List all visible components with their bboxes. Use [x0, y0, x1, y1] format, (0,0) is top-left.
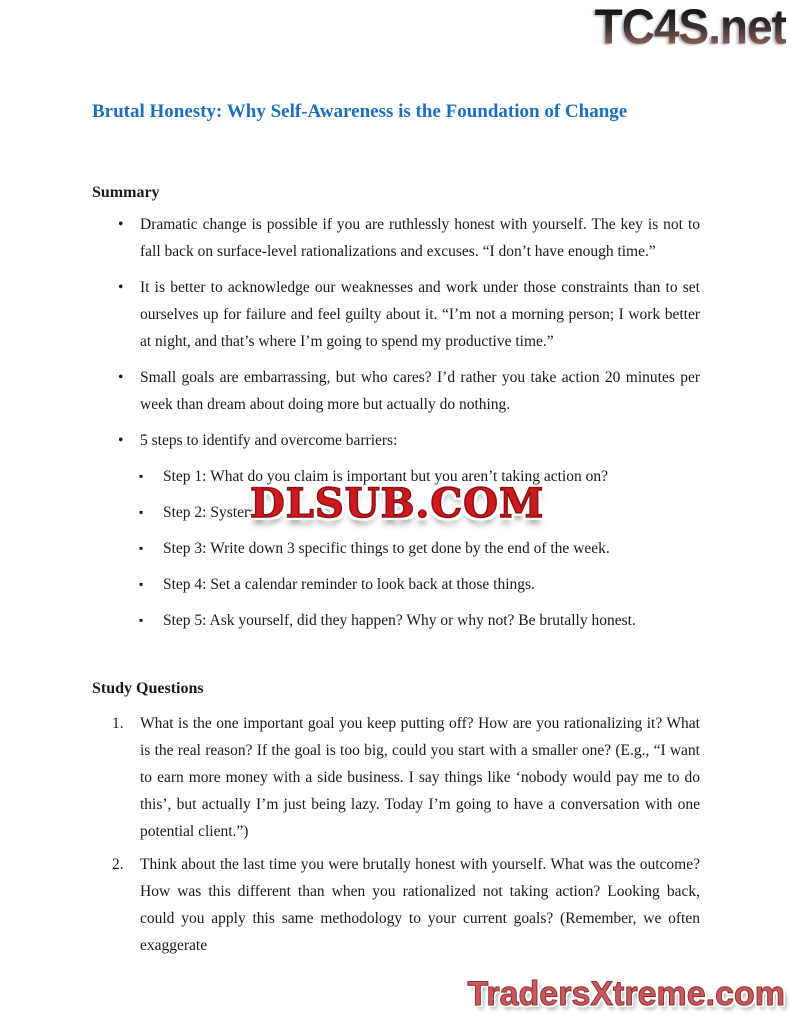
summary-list: [92, 211, 700, 454]
bullet-icon: •: [118, 216, 124, 233]
list-item: [92, 274, 700, 355]
bullet-icon: •: [118, 279, 124, 296]
list-item-text: Step 5: Ask yourself, did they happen? Why or why not? Be brutally honest.: [163, 612, 636, 629]
list-item: [92, 364, 700, 418]
list-number: 1.: [112, 715, 124, 732]
list-item-text: 5 steps to identify and overcome barriers:: [140, 432, 398, 449]
list-item-text: What is the one important goal you keep putting off? How are you rationalizing it? What is the real reason? If the goal is too big, could you start with a smaller one? (E.g., “I want to earn more money with a side business. I say things like ‘nobody would pay me to do this’, but actually I’m just being lazy. Today I’m going to have a conversation with one potential client.”): [140, 715, 700, 840]
list-item-text: Small goals are embarrassing, but who cares? I’d rather you take action 20 minutes per week than dream about doing more but actually do nothing.: [140, 369, 700, 413]
dlsub-watermark: DLSUB.COM: [250, 480, 545, 527]
list-item-text: Step 3: Write down 3 specific things to get done by the end of the week.: [163, 540, 610, 557]
list-item: [92, 211, 700, 265]
list-item-text: Step 1: What do you claim is important but you aren’t taking action on?: [163, 468, 608, 485]
list-item: [92, 535, 700, 562]
bullet-icon: •: [118, 369, 124, 386]
square-bullet-icon: ▪: [139, 613, 144, 627]
list-item: [92, 851, 700, 959]
list-item-text: Think about the last time you were brutally honest with yourself. What was the outcome? How was this different than when you rationalized not taking action? Looking back, could you apply this same methodology to your current goals? (Remember, we often exaggerate: [140, 856, 700, 954]
list-item: [92, 607, 700, 634]
summary-heading: Summary: [92, 184, 160, 201]
square-bullet-icon: ▪: [139, 541, 144, 555]
square-bullet-icon: ▪: [139, 577, 144, 591]
list-item-text: Dramatic change is possible if you are ruthlessly honest with yourself. The key is not to fall back on surface-level rationalizations and excuses. “I don’t have enough time.”: [140, 216, 700, 260]
list-item-text: Step 4: Set a calendar reminder to look back at those things.: [163, 576, 535, 593]
square-bullet-icon: ▪: [139, 505, 144, 519]
page-title: Brutal Honesty: Why Self-Awareness is the Foundation of Change: [92, 101, 628, 122]
square-bullet-icon: ▪: [139, 469, 144, 483]
list-item-text: It is better to acknowledge our weaknesses and work under those constraints than to set ourselves up for failure and feel guilty about it. “I’m not a morning person; I work better at night, and that’s where I’m going to spend my productive time.”: [140, 279, 700, 350]
tc4s-logo: TC4S.net: [594, 0, 786, 55]
list-item-text: Step 2: Systema: [163, 504, 263, 521]
list-item: [92, 710, 700, 845]
list-item: [92, 571, 700, 598]
study-questions-list: [92, 710, 700, 959]
list-number: 2.: [112, 856, 124, 873]
list-item: [92, 427, 700, 454]
tradersxtreme-logo: TradersXtreme.com: [467, 975, 785, 1013]
bullet-icon: •: [118, 432, 124, 449]
study-questions-heading: Study Questions: [92, 680, 204, 697]
